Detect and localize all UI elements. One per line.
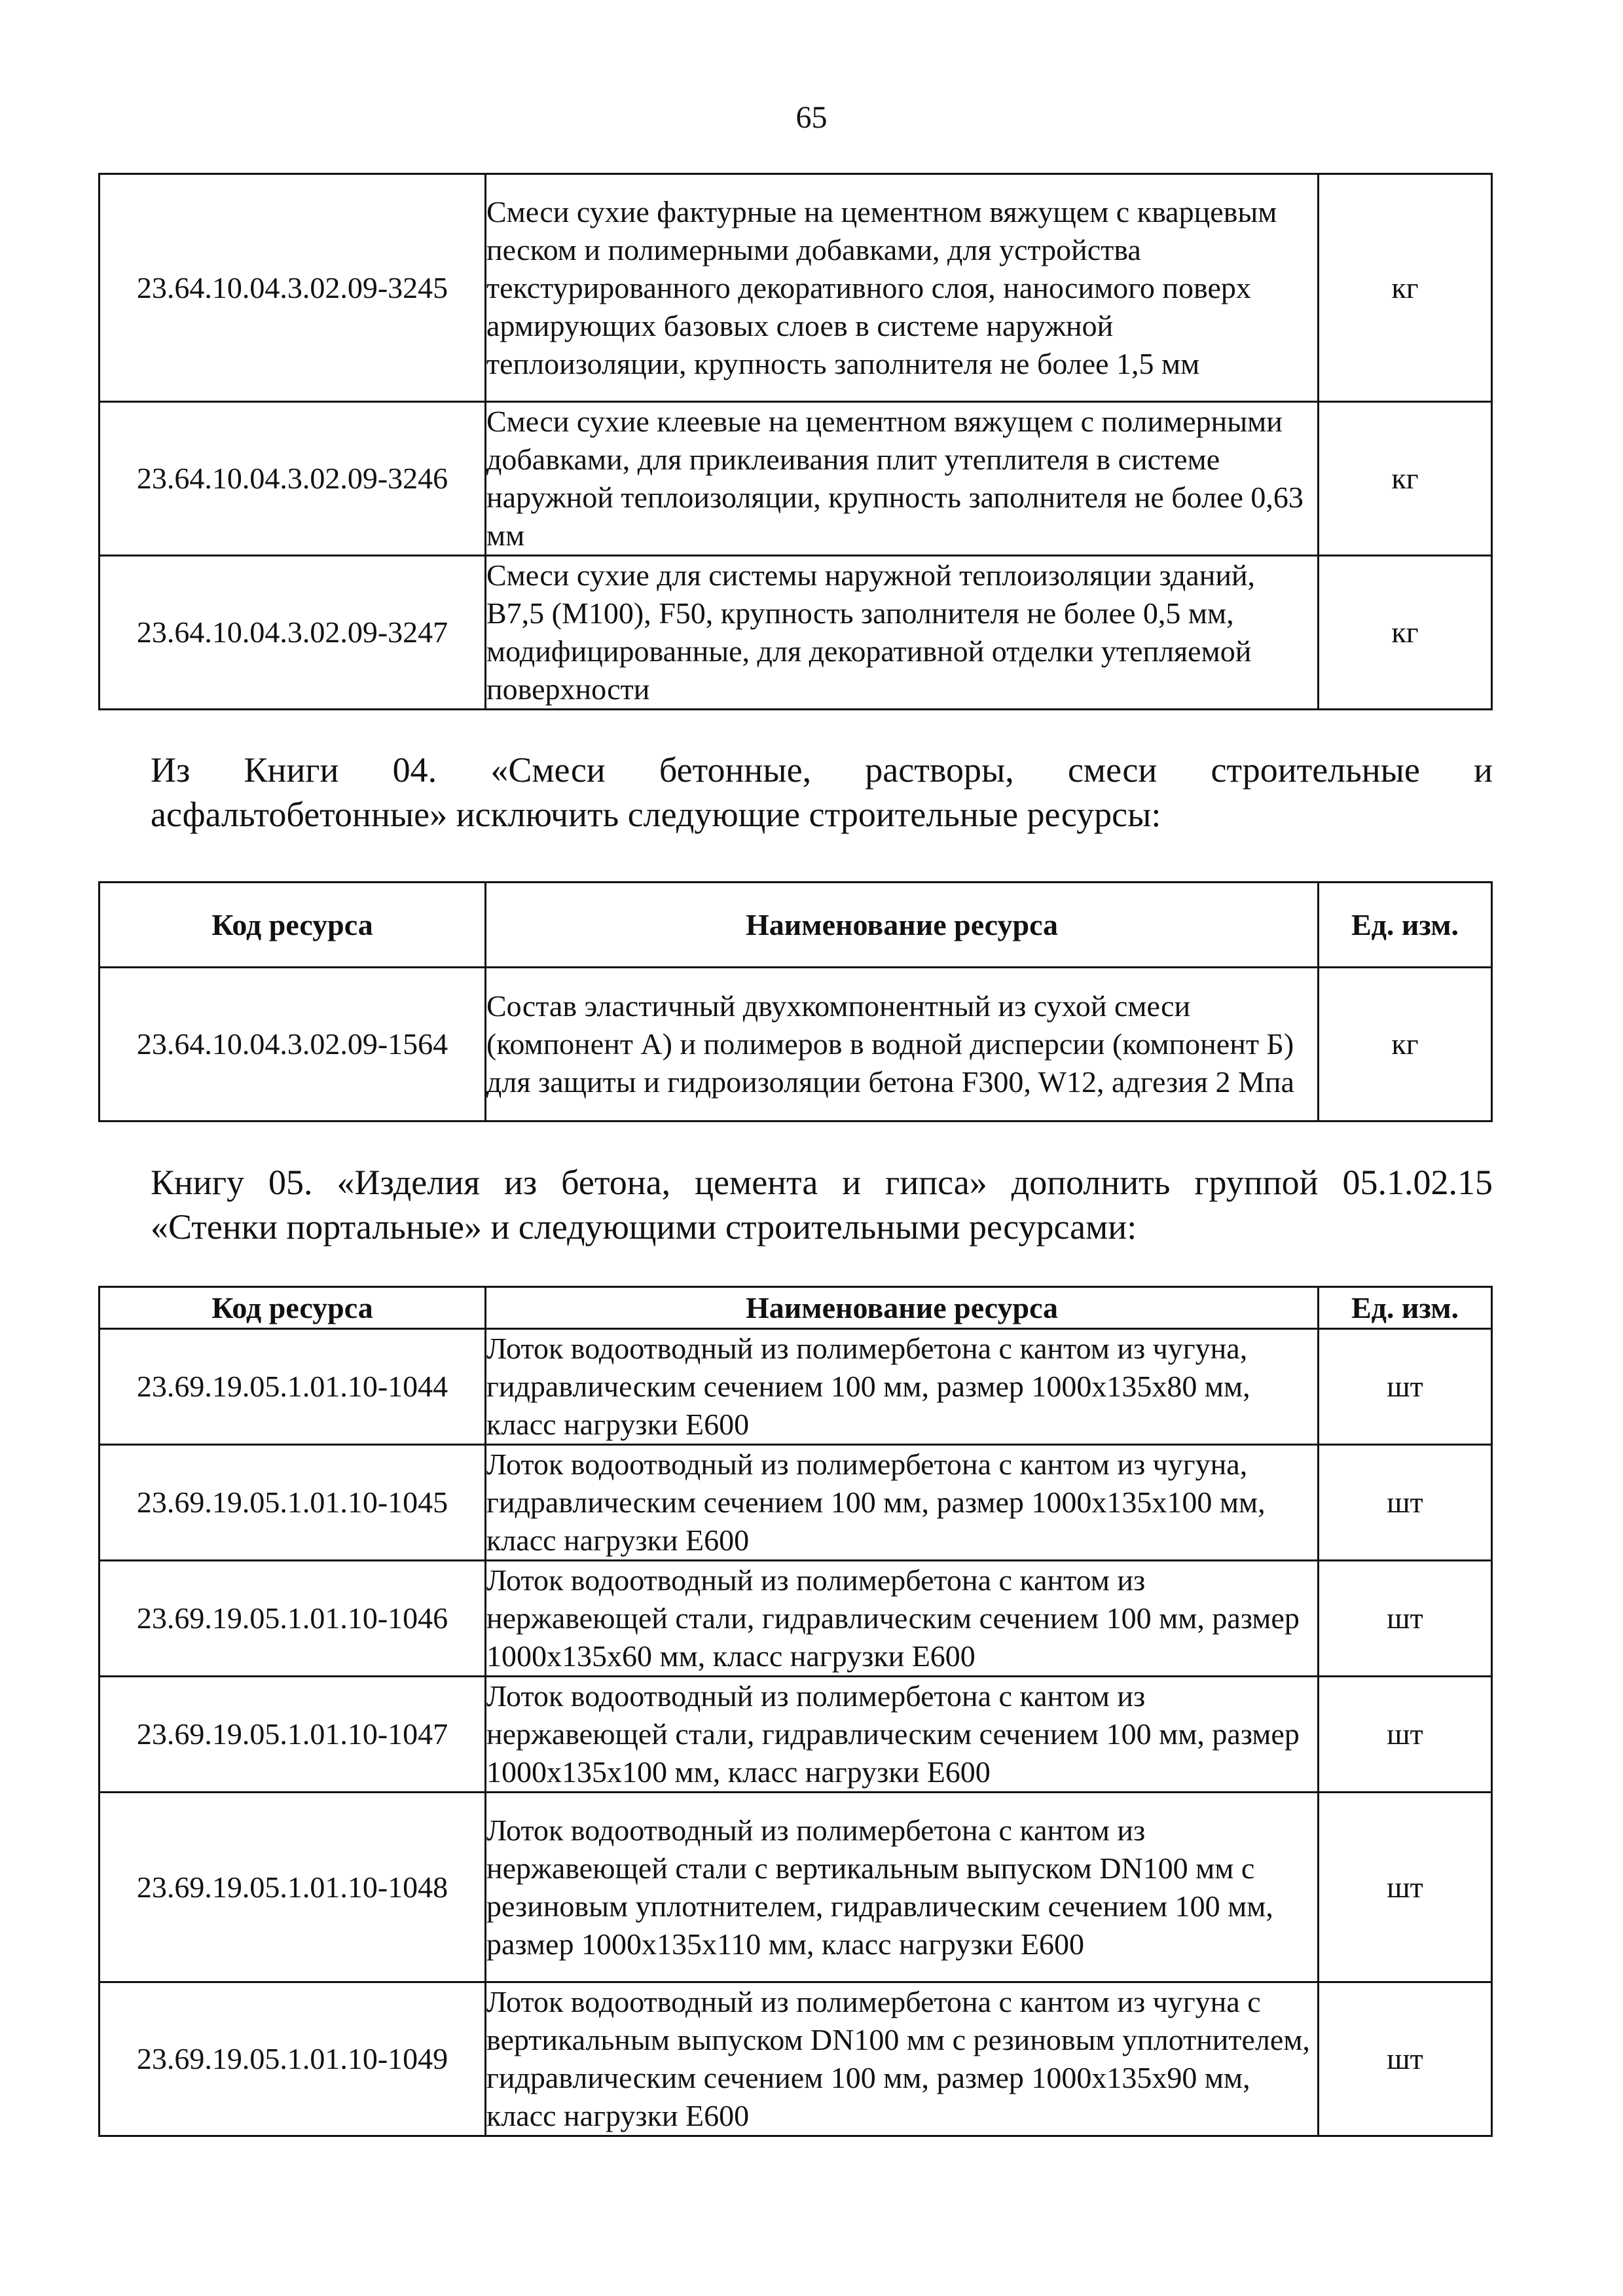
table-row bbox=[100, 1561, 1492, 1677]
resource-code: 23.69.19.05.1.01.10-1045 bbox=[100, 1445, 486, 1561]
resource-name: Лоток водоотводный из полимербетона с кантом из чугуна с вертикальным выпуском DN100 мм с резиновым уплотнителем, гидравлическим сечением 100 мм, размер 1000х135х90 мм, класс нагрузки Е600 bbox=[486, 1982, 1319, 2136]
resource-code: 23.64.10.04.3.02.09-1564 bbox=[100, 968, 486, 1121]
table-row bbox=[100, 1982, 1492, 2136]
table-row bbox=[100, 1445, 1492, 1561]
table-row bbox=[100, 402, 1492, 556]
resource-unit: шт bbox=[1319, 1982, 1492, 2136]
add-paragraph bbox=[151, 1160, 1493, 1249]
resource-name: Смеси сухие клеевые на цементном вяжущем с полимерными добавками, для приклеивания плит утеплителя в системе наружной теплоизоляции, крупность заполнителя не более 0,63 мм bbox=[486, 402, 1319, 556]
resource-unit: кг bbox=[1319, 968, 1492, 1121]
paragraph-line: Книгу 05. «Изделия из бетона, цемента и гипса» дополнить группой 05.1.02.15 bbox=[151, 1163, 1493, 1202]
resource-table-1 bbox=[98, 173, 1493, 710]
resource-code: 23.64.10.04.3.02.09-3247 bbox=[100, 556, 486, 710]
resource-code: 23.64.10.04.3.02.09-3246 bbox=[100, 402, 486, 556]
table-row bbox=[100, 1793, 1492, 1982]
resource-unit: шт bbox=[1319, 1677, 1492, 1793]
header-unit: Ед. изм. bbox=[1319, 1287, 1492, 1329]
resource-name: Смеси сухие для системы наружной теплоизоляции зданий, В7,5 (М100), F50, крупность заполнителя не более 0,5 мм, модифицированные, для декоративной отделки утепляемой поверхности bbox=[486, 556, 1319, 710]
resource-name: Лоток водоотводный из полимербетона с кантом из нержавеющей стали, гидравлическим сечением 100 мм, размер 1000х135х60 мм, класс нагрузки Е600 bbox=[486, 1561, 1319, 1677]
resource-unit: шт bbox=[1319, 1793, 1492, 1982]
resource-code: 23.69.19.05.1.01.10-1044 bbox=[100, 1329, 486, 1445]
resource-name: Лоток водоотводный из полимербетона с кантом из чугуна, гидравлическим сечением 100 мм, размер 1000х135х80 мм, класс нагрузки Е600 bbox=[486, 1329, 1319, 1445]
exclude-paragraph bbox=[151, 748, 1493, 837]
resource-code: 23.69.19.05.1.01.10-1046 bbox=[100, 1561, 486, 1677]
resource-unit: шт bbox=[1319, 1445, 1492, 1561]
header-name: Наименование ресурса bbox=[486, 883, 1319, 968]
table-row bbox=[100, 1677, 1492, 1793]
resource-unit: шт bbox=[1319, 1561, 1492, 1677]
resource-unit: шт bbox=[1319, 1329, 1492, 1445]
resource-unit: кг bbox=[1319, 402, 1492, 556]
header-code: Код ресурса bbox=[100, 1287, 486, 1329]
paragraph-line: «Стенки портальные» и следующими строительными ресурсами: bbox=[151, 1207, 1137, 1247]
table-header-row bbox=[100, 1287, 1492, 1329]
paragraph-line: асфальтобетонные» исключить следующие строительные ресурсы: bbox=[151, 795, 1161, 834]
resource-code: 23.64.10.04.3.02.09-3245 bbox=[100, 174, 486, 402]
table-row bbox=[100, 174, 1492, 402]
paragraph-line: Из Книги 04. «Смеси бетонные, растворы, смеси строительные и bbox=[151, 750, 1493, 790]
resource-name: Состав эластичный двухкомпонентный из сухой смеси (компонент А) и полимеров в водной дисперсии (компонент Б) для защиты и гидроизоляции бетона F300, W12, адгезия 2 Мпа bbox=[486, 968, 1319, 1121]
table-row bbox=[100, 968, 1492, 1121]
resource-unit: кг bbox=[1319, 174, 1492, 402]
resource-table-3 bbox=[98, 1286, 1493, 2137]
header-unit: Ед. изм. bbox=[1319, 883, 1492, 968]
resource-code: 23.69.19.05.1.01.10-1048 bbox=[100, 1793, 486, 1982]
resource-code: 23.69.19.05.1.01.10-1049 bbox=[100, 1982, 486, 2136]
table-header-row bbox=[100, 883, 1492, 968]
resource-name: Лоток водоотводный из полимербетона с кантом из нержавеющей стали с вертикальным выпуском DN100 мм с резиновым уплотнителем, гидравлическим сечением 100 мм, размер 1000х135х110 мм, класс нагрузки Е600 bbox=[486, 1793, 1319, 1982]
resource-name: Смеси сухие фактурные на цементном вяжущем с кварцевым песком и полимерными добавками, для устройства текстурированного декоративного слоя, наносимого поверх армирующих базовых слоев в системе наружной теплоизоляции, крупность заполнителя не более 1,5 мм bbox=[486, 174, 1319, 402]
resource-table-2 bbox=[98, 881, 1493, 1122]
table-row bbox=[100, 1329, 1492, 1445]
header-name: Наименование ресурса bbox=[486, 1287, 1319, 1329]
header-code: Код ресурса bbox=[100, 883, 486, 968]
table-row bbox=[100, 556, 1492, 710]
resource-name: Лоток водоотводный из полимербетона с кантом из чугуна, гидравлическим сечением 100 мм, размер 1000х135х100 мм, класс нагрузки Е600 bbox=[486, 1445, 1319, 1561]
resource-name: Лоток водоотводный из полимербетона с кантом из нержавеющей стали, гидравлическим сечением 100 мм, размер 1000х135х100 мм, класс нагрузки Е600 bbox=[486, 1677, 1319, 1793]
resource-code: 23.69.19.05.1.01.10-1047 bbox=[100, 1677, 486, 1793]
page-number: 65 bbox=[795, 100, 828, 135]
resource-unit: кг bbox=[1319, 556, 1492, 710]
